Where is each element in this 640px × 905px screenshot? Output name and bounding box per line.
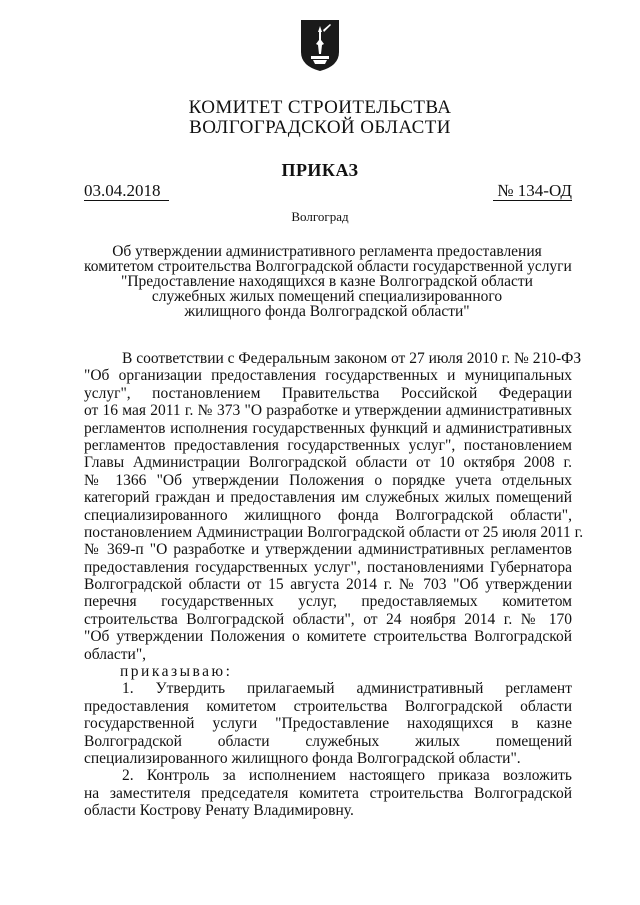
preamble-line: услуг", постановлением Правительства Российской Федерации <box>84 384 572 402</box>
item-2-line: области Кострову Ренату Владимировну. <box>84 802 354 820</box>
volgograd-coat-of-arms-icon <box>299 18 341 72</box>
preamble-line: предоставления государственных услуг", постановлениями Губернатора <box>84 558 572 576</box>
preamble-line: строительства Волгоградской области", от 24 ноября 2014 г. № 170 <box>84 610 572 628</box>
preamble-line: Волгоградской области от 15 августа 2014 г. № 703 "Об утверждении <box>84 576 572 594</box>
document-date: 03.04.2018 <box>84 181 169 201</box>
preamble-line: регламентов исполнения государственных функций и административных <box>84 419 572 437</box>
preamble-line: Главы Администрации Волгоградской области от 10 октября 2008 г. <box>84 454 572 472</box>
item-1-line: предоставления комитетом строительства Волгоградской области <box>84 697 572 715</box>
organization-name-line-1: КОМИТЕТ СТРОИТЕЛЬСТВА <box>188 97 452 118</box>
preamble-line: "Об организации предоставления государственных и муниципальных <box>84 367 572 385</box>
organization-name-line-2: ВОЛГОГРАДСКОЙ ОБЛАСТИ <box>189 117 451 138</box>
subject-line: Об утверждении административного регламента предоставления <box>112 243 542 260</box>
item-2-line: 2. Контроль за исполнением настоящего приказа возложить <box>122 767 572 785</box>
preamble-line: № 1366 "Об утверждении Положения о порядке учета отдельных <box>84 471 572 489</box>
subject-line: "Предоставление находящихся в казне Волгоградской области <box>121 273 533 290</box>
item-1-line: специализированного жилищного фонда Волгоградской области". <box>84 749 521 767</box>
preamble-line: № 369-п "О разработке и утверждении административных регламентов <box>84 541 572 559</box>
order-word: приказываю: <box>120 663 233 681</box>
item-1-line: государственной услуги "Предоставление находящихся в казне <box>84 715 572 733</box>
subject-line: комитетом строительства Волгоградской области государственной услуги <box>84 258 572 275</box>
subject-line: служебных жилых помещений специализированного <box>151 288 503 305</box>
document-city: Волгоград <box>291 209 349 224</box>
document-subject <box>84 244 570 319</box>
preamble-line: от 16 мая 2011 г. № 373 "О разработке и утверждении административных <box>84 402 572 420</box>
subject-line: жилищного фонда Волгоградской области" <box>184 303 470 320</box>
preamble-line: категорий граждан и предоставления им служебных жилых помещений <box>84 489 572 507</box>
document-body <box>84 350 584 820</box>
preamble-line: специализированного жилищного фонда Волгоградской области", <box>84 506 572 524</box>
item-1-line: Волгоградской области служебных жилых помещений <box>84 732 572 750</box>
document-number: № 134-ОД <box>493 181 572 201</box>
document-type-title: ПРИКАЗ <box>281 160 359 180</box>
preamble-line: перечня государственных услуг, предоставляемых комитетом <box>84 593 572 611</box>
item-2-line: на заместителя председателя комитета строительства Волгоградской <box>84 784 572 802</box>
preamble-line: области", <box>84 645 147 663</box>
preamble-line: "Об утверждении Положения о комитете строительства Волгоградской <box>84 628 572 646</box>
preamble-line: постановлением Администрации Волгоградской области от 25 июля 2011 г. <box>84 523 584 541</box>
preamble-line: регламентов предоставления государственных услуг", постановлением <box>84 436 572 454</box>
preamble-line: В соответствии с Федеральным законом от 27 июля 2010 г. № 210-ФЗ <box>122 350 582 367</box>
item-1-line: 1. Утвердить прилагаемый административный регламент <box>122 680 572 698</box>
